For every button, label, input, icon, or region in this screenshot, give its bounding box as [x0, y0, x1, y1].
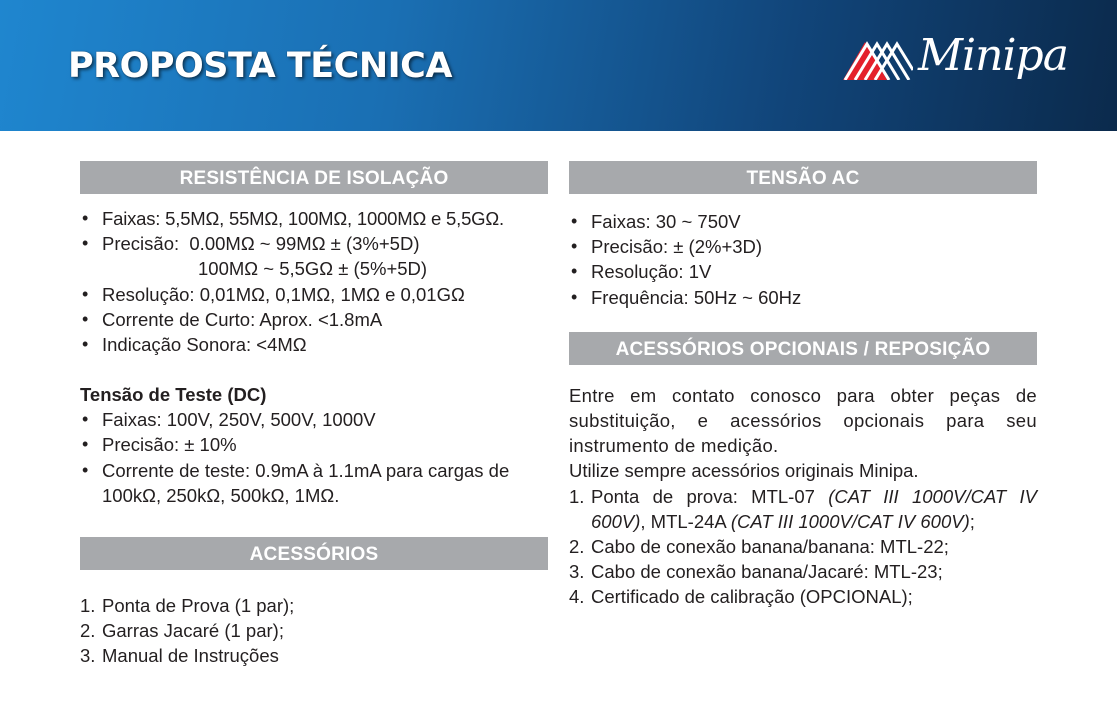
- item-number: 3.: [569, 561, 585, 583]
- list-item: • Corrente de Curto: Aprox. <1.8mA: [80, 307, 548, 332]
- item-text: Manual de Instruções: [102, 645, 279, 667]
- ac-voltage-section-header: TENSÃO AC: [569, 161, 1037, 194]
- item-rating: (CAT III 1000V/CAT IV 600V): [730, 510, 970, 532]
- accessories-section-header: ACESSÓRIOS: [80, 537, 548, 570]
- item-text: Cabo de conexão banana/Jacaré: MTL-23;: [591, 561, 943, 583]
- item-number: 3.: [80, 645, 96, 667]
- list-item: • Faixas: 30 ~ 750V: [569, 209, 1037, 234]
- insulation-section-header: RESISTÊNCIA DE ISOLAÇÃO: [80, 161, 548, 194]
- test-voltage-heading: Tensão de Teste (DC): [80, 384, 267, 406]
- item-number: 1.: [569, 485, 585, 507]
- list-item: • Resolução: 1V: [569, 259, 1037, 284]
- item-text: Garras Jacaré (1 par);: [102, 620, 284, 642]
- precision-line-1: Precisão: 0.00MΩ ~ 99MΩ ± (3%+5D): [102, 233, 420, 255]
- item-text: , MTL-24A: [640, 510, 731, 532]
- item-number: 4.: [569, 586, 585, 608]
- optional-note: Utilize sempre acessórios originais Minipa.: [569, 460, 919, 482]
- optional-intro-paragraph: Entre em contato conosco para obter peças de substituição, e acessórios opcionais para seu instrumento de medição.: [569, 384, 1037, 457]
- page-title: PROPOSTA TÉCNICA: [68, 46, 452, 86]
- list-item: • Precisão: ± 10%: [80, 432, 548, 457]
- item-number: 2.: [80, 620, 96, 642]
- minipa-logo-icon: [843, 36, 913, 80]
- accessories-list: [80, 593, 548, 669]
- list-item: [80, 231, 548, 256]
- list-item: • Indicação Sonora: <4MΩ: [80, 332, 548, 357]
- optional-accessories-list: [569, 484, 1037, 610]
- header-banner: [0, 0, 1117, 131]
- optional-accessories-section-header: ACESSÓRIOS OPCIONAIS / REPOSIÇÃO: [569, 332, 1037, 365]
- ac-voltage-list: [569, 209, 1037, 310]
- left-column: [80, 161, 548, 669]
- item-rating: (CAT III 1000V/CAT IV 600V): [591, 485, 1037, 532]
- list-item: [569, 584, 1037, 609]
- item-text: Ponta de Prova (1 par);: [102, 595, 295, 617]
- test-voltage-list: [80, 407, 548, 508]
- list-item: • Frequência: 50Hz ~ 60Hz: [569, 285, 1037, 310]
- precision-line-2: [80, 256, 548, 281]
- list-item: • Corrente de teste: 0.9mA à 1.1mA para cargas de 100kΩ, 250kΩ, 500kΩ, 1MΩ.: [80, 458, 548, 508]
- list-item: • Faixas: 100V, 250V, 500V, 1000V: [80, 407, 548, 432]
- list-item: [569, 559, 1037, 584]
- list-item: [80, 593, 548, 618]
- list-item: • Precisão: ± (2%+3D): [569, 234, 1037, 259]
- precision-line-2-text: 100MΩ ~ 5,5GΩ ± (5%+5D): [198, 258, 428, 280]
- minipa-logo-text: Minipa: [918, 30, 1068, 81]
- item-text: Certificado de calibração (OPCIONAL);: [591, 586, 913, 608]
- item-text: Ponta de prova: MTL-07: [591, 485, 829, 507]
- list-item: [569, 484, 1037, 534]
- list-item: [80, 618, 548, 643]
- list-item: [80, 643, 548, 668]
- item-number: 1.: [80, 595, 96, 617]
- item-text: ;: [969, 510, 975, 532]
- list-item: • Faixas: 5,5MΩ, 55MΩ, 100MΩ, 1000MΩ e 5,5GΩ.: [80, 206, 548, 231]
- item-text: Cabo de conexão banana/banana: MTL-22;: [591, 536, 949, 558]
- item-number: 2.: [569, 536, 585, 558]
- right-column: [569, 161, 1037, 610]
- insulation-specs-list: [80, 206, 548, 357]
- list-item: [569, 534, 1037, 559]
- list-item: • Resolução: 0,01MΩ, 0,1MΩ, 1MΩ e 0,01GΩ: [80, 282, 548, 307]
